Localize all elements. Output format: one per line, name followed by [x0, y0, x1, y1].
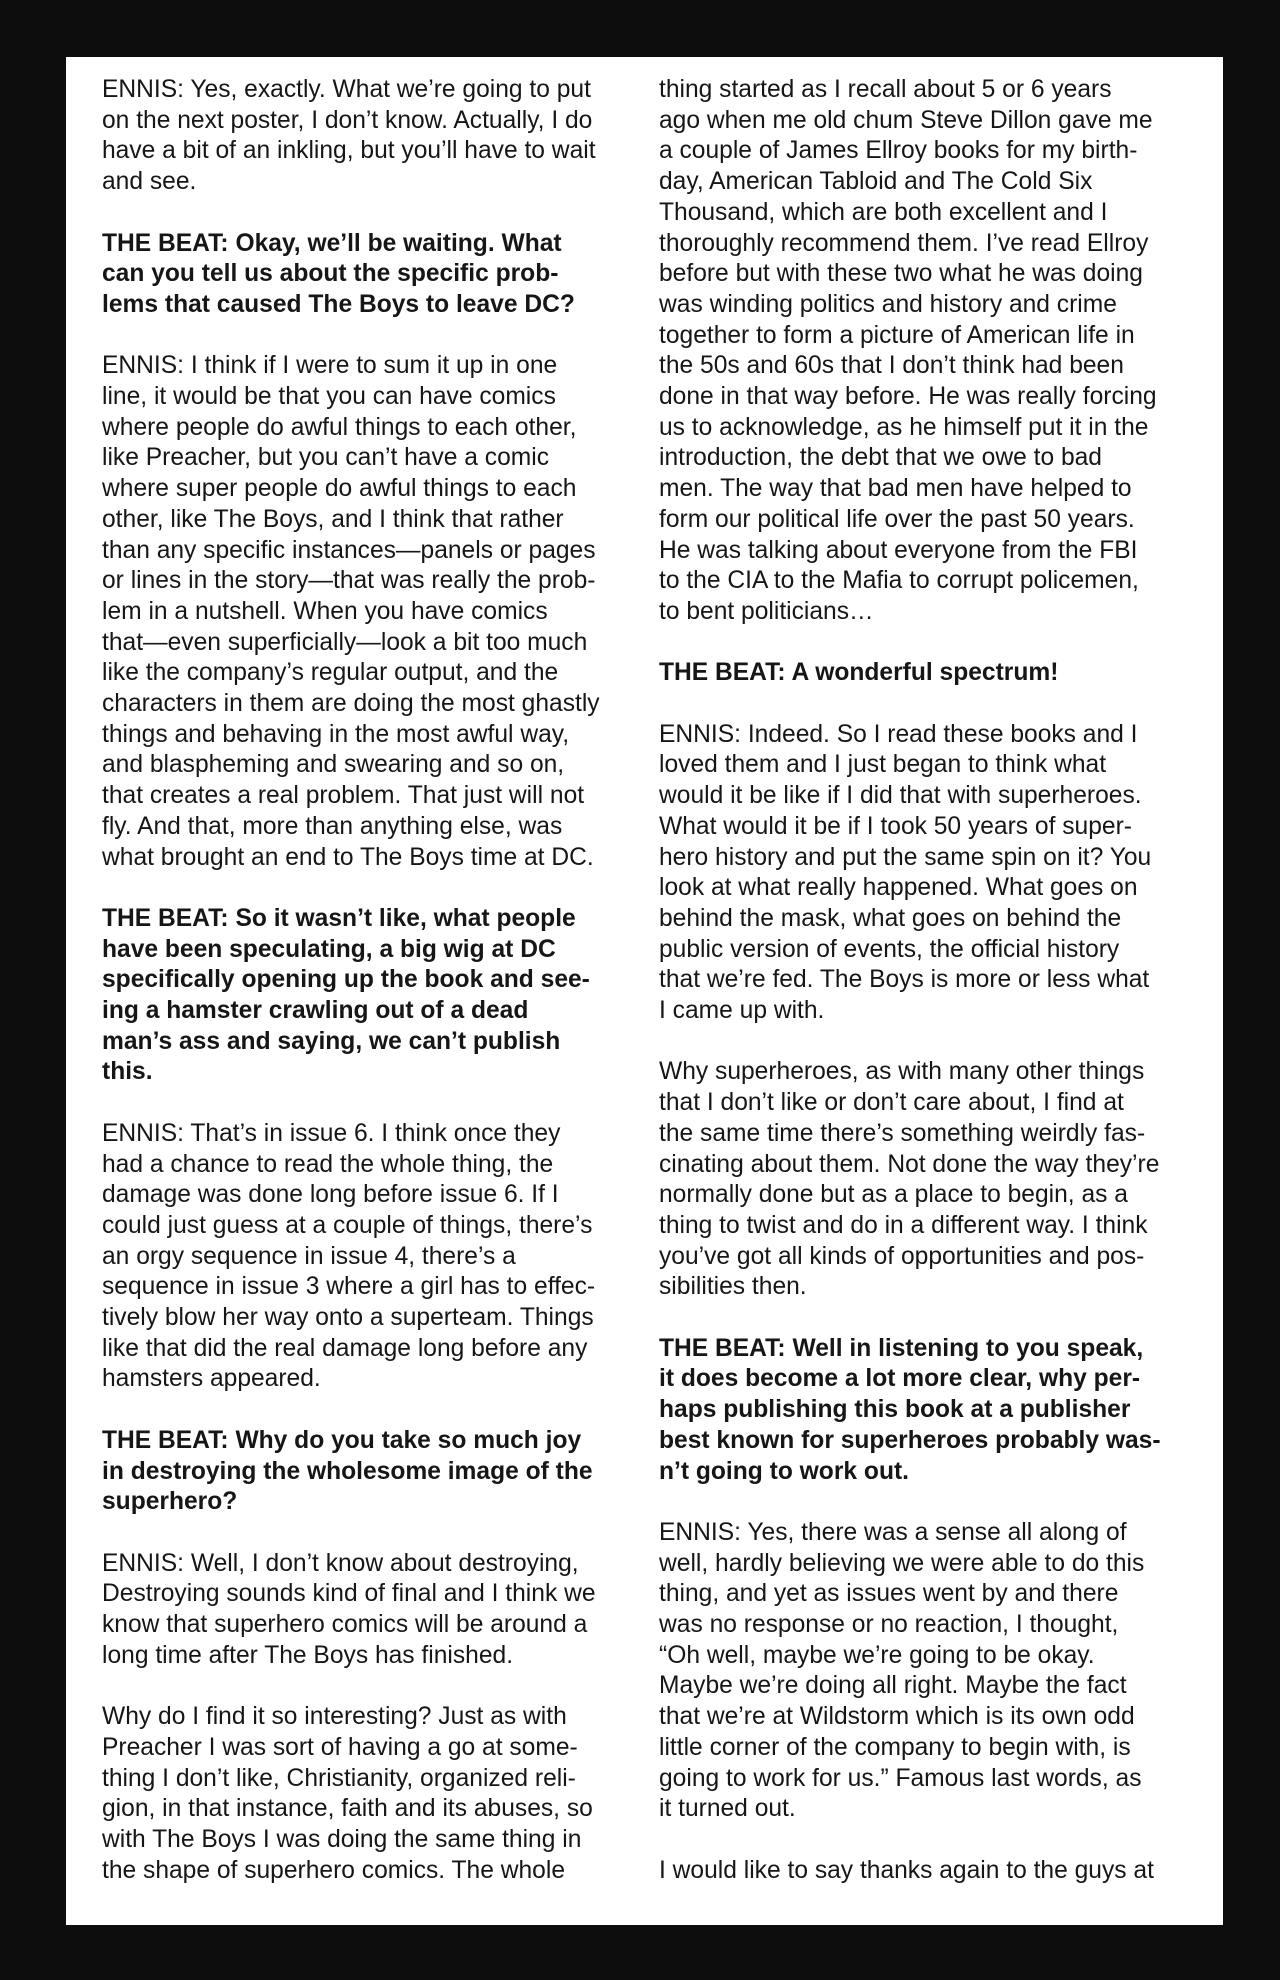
text-line: ENNIS: I think if I were to sum it up in one — [102, 352, 558, 380]
text-line: a couple of James Ellroy books for my birth- — [659, 137, 1138, 165]
text-line: little corner of the company to begin with, is — [659, 1733, 1131, 1761]
interview-answer — [102, 75, 622, 198]
text-line: form our political life over the past 50 years. — [659, 505, 1135, 533]
text-line: could just guess at a couple of things, there’s — [102, 1211, 593, 1239]
text-line: the shape of superhero comics. The whole — [102, 1856, 565, 1884]
text-line: THE BEAT: Okay, we’ll be waiting. What — [102, 229, 562, 257]
text-line: was no response or no reaction, I thought, — [659, 1611, 1119, 1639]
text-line: ago when me old chum Steve Dillon gave me — [659, 106, 1153, 134]
magazine-page — [66, 57, 1223, 1925]
text-line: before but with these two what he was doing — [659, 260, 1143, 288]
text-line: ENNIS: That’s in issue 6. I think once they — [102, 1119, 561, 1147]
text-line: THE BEAT: Well in listening to you speak, — [659, 1334, 1144, 1362]
text-line: thing, and yet as issues went by and there — [659, 1580, 1119, 1608]
text-line: men. The way that bad men have helped to — [659, 475, 1132, 503]
text-line: or lines in the story—that was really the prob- — [102, 567, 596, 595]
interview-question — [102, 229, 622, 321]
text-line: introduction, the debt that we owe to bad — [659, 444, 1102, 472]
text-line: and blaspheming and swearing and so on, — [102, 751, 565, 779]
text-line: ENNIS: Indeed. So I read these books and I — [659, 720, 1138, 748]
text-line: characters in them are doing the most ghastly — [102, 690, 600, 718]
text-line: normally done but as a place to begin, as a — [659, 1181, 1128, 1209]
text-line: where super people do awful things to each — [102, 475, 577, 503]
text-line: Thousand, which are both excellent and I — [659, 198, 1108, 226]
text-line: to the CIA to the Mafia to corrupt policemen, — [659, 567, 1139, 595]
text-line: long time after The Boys has finished. — [102, 1641, 514, 1669]
text-line: gion, in that instance, faith and its abuses, so — [102, 1795, 593, 1823]
text-line: like Preacher, but you can’t have a comic — [102, 444, 550, 472]
text-line: look at what really happened. What goes on — [659, 874, 1138, 902]
right-text-column — [659, 75, 1199, 1917]
text-line: it turned out. — [659, 1795, 796, 1823]
text-line: best known for superheroes probably was- — [659, 1426, 1161, 1454]
interview-answer — [659, 1057, 1199, 1303]
text-line: lems that caused The Boys to leave DC? — [102, 290, 575, 318]
text-line: would it be like if I did that with superheroes. — [659, 782, 1142, 810]
text-line: ENNIS: Yes, exactly. What we’re going to put — [102, 76, 591, 103]
text-line: with The Boys I was doing the same thing in — [102, 1825, 582, 1853]
text-line: like the company’s regular output, and the — [102, 659, 559, 687]
text-line: than any specific instances—panels or pages — [102, 536, 596, 564]
text-line: man’s ass and saying, we can’t publish — [102, 1027, 561, 1055]
interview-question — [102, 1426, 622, 1518]
text-line: THE BEAT: So it wasn’t like, what people — [102, 904, 576, 932]
text-line: day, American Tabloid and The Cold Six — [659, 168, 1093, 196]
text-line: fly. And that, more than anything else, was — [102, 812, 563, 840]
text-line: in destroying the wholesome image of the — [102, 1457, 593, 1485]
text-line: together to form a picture of American life in — [659, 321, 1135, 349]
text-line: us to acknowledge, as he himself put it in the — [659, 413, 1149, 441]
text-line: lem in a nutshell. When you have comics — [102, 597, 548, 625]
text-line: Preacher I was sort of having a go at some- — [102, 1733, 578, 1761]
text-line: what brought an end to The Boys time at DC. — [102, 843, 594, 871]
text-line: had a chance to read the whole thing, the — [102, 1150, 554, 1178]
text-line: haps publishing this book at a publisher — [659, 1396, 1131, 1424]
interview-answer — [102, 1119, 622, 1395]
text-line: thing started as I recall about 5 or 6 years — [659, 76, 1112, 103]
text-line: ing a hamster crawling out of a dead — [102, 997, 529, 1025]
text-line: He was talking about everyone from the FBI — [659, 536, 1138, 564]
text-line: I would like to say thanks again to the guys at — [659, 1856, 1154, 1884]
text-line: ENNIS: Yes, there was a sense all along of — [659, 1518, 1127, 1546]
text-line: line, it would be that you can have comics — [102, 383, 556, 410]
text-line: sequence in issue 3 where a girl has to effec- — [102, 1273, 596, 1301]
text-line: have been speculating, a big wig at DC — [102, 935, 556, 963]
text-line: Why do I find it so interesting? Just as with — [102, 1703, 567, 1731]
text-line: tively blow her way onto a superteam. Things — [102, 1304, 594, 1332]
text-line: that I don’t like or don’t care about, I find at — [659, 1089, 1124, 1117]
text-line: ENNIS: Well, I don’t know about destroying, — [102, 1549, 579, 1577]
text-line: What would it be if I took 50 years of super- — [659, 812, 1132, 840]
text-line: you’ve got all kinds of opportunities and pos- — [659, 1242, 1145, 1270]
text-line: Destroying sounds kind of final and I think we — [102, 1580, 596, 1608]
interview-answer — [102, 1549, 622, 1672]
text-line: Why superheroes, as with many other things — [659, 1058, 1145, 1086]
text-line: sibilities then. — [659, 1273, 807, 1301]
text-line: thing to twist and do in a different way. I think — [659, 1211, 1148, 1239]
interview-answer — [102, 351, 622, 873]
interview-answer — [102, 1702, 622, 1886]
text-line: superhero? — [102, 1488, 238, 1516]
text-line: public version of events, the official history — [659, 935, 1120, 963]
text-line: done in that way before. He was really forcing — [659, 383, 1157, 411]
left-text-column — [102, 75, 622, 1917]
text-line: cinating about them. Not done the way they’re — [659, 1150, 1160, 1178]
text-line: can you tell us about the specific prob- — [102, 260, 559, 288]
text-line: the 50s and 60s that I don’t think had been — [659, 352, 1124, 380]
text-line: this. — [102, 1058, 153, 1086]
text-line: well, hardly believing we were able to do this — [659, 1549, 1145, 1577]
text-line: that creates a real problem. That just will not — [102, 782, 585, 810]
text-line: Maybe we’re doing all right. Maybe the fact — [659, 1672, 1127, 1700]
text-line: things and behaving in the most awful way, — [102, 720, 570, 748]
text-line: was winding politics and history and crime — [659, 290, 1117, 318]
text-line: where people do awful things to each other, — [102, 413, 577, 441]
text-line: hero history and put the same spin on it? You — [659, 843, 1152, 871]
text-line: and see. — [102, 168, 197, 196]
text-line: like that did the real damage long before any — [102, 1334, 588, 1362]
text-line: specifically opening up the book and see- — [102, 966, 590, 994]
text-line: n’t going to work out. — [659, 1457, 909, 1485]
text-line: going to work for us.” Famous last words, as — [659, 1764, 1142, 1792]
text-line: behind the mask, what goes on behind the — [659, 904, 1122, 932]
interview-question — [102, 904, 622, 1088]
text-line: that we’re at Wildstorm which is its own odd — [659, 1703, 1135, 1731]
text-line: thoroughly recommend them. I’ve read Ellroy — [659, 229, 1149, 257]
interview-answer — [659, 1856, 1199, 1887]
text-line: damage was done long before issue 6. If I — [102, 1181, 559, 1209]
text-line: to bent politicians… — [659, 597, 874, 625]
text-line: that we’re fed. The Boys is more or less what — [659, 966, 1150, 994]
text-line: the same time there’s something weirdly fas- — [659, 1119, 1146, 1147]
interview-question — [659, 1334, 1199, 1488]
text-line: other, like The Boys, and I think that rather — [102, 505, 564, 533]
text-line: on the next poster, I don’t know. Actually, I do — [102, 106, 593, 134]
text-line: hamsters appeared. — [102, 1365, 321, 1393]
interview-question — [659, 658, 1199, 689]
text-line: an orgy sequence in issue 4, there’s a — [102, 1242, 516, 1270]
text-line: it does become a lot more clear, why per- — [659, 1365, 1141, 1393]
text-line: “Oh well, maybe we’re going to be okay. — [659, 1641, 1095, 1669]
text-line: thing I don’t like, Christianity, organized reli- — [102, 1764, 576, 1792]
interview-answer — [659, 1518, 1199, 1825]
text-line: know that superhero comics will be around a — [102, 1611, 588, 1639]
text-line: I came up with. — [659, 997, 825, 1025]
interview-answer — [659, 720, 1199, 1027]
text-line: that—even superficially—look a bit too much — [102, 628, 588, 656]
text-line: THE BEAT: A wonderful spectrum! — [659, 659, 1059, 687]
text-line: THE BEAT: Why do you take so much joy — [102, 1426, 582, 1454]
interview-answer — [659, 75, 1199, 628]
text-line: loved them and I just began to think what — [659, 751, 1107, 779]
text-line: have a bit of an inkling, but you’ll have to wait — [102, 137, 596, 165]
